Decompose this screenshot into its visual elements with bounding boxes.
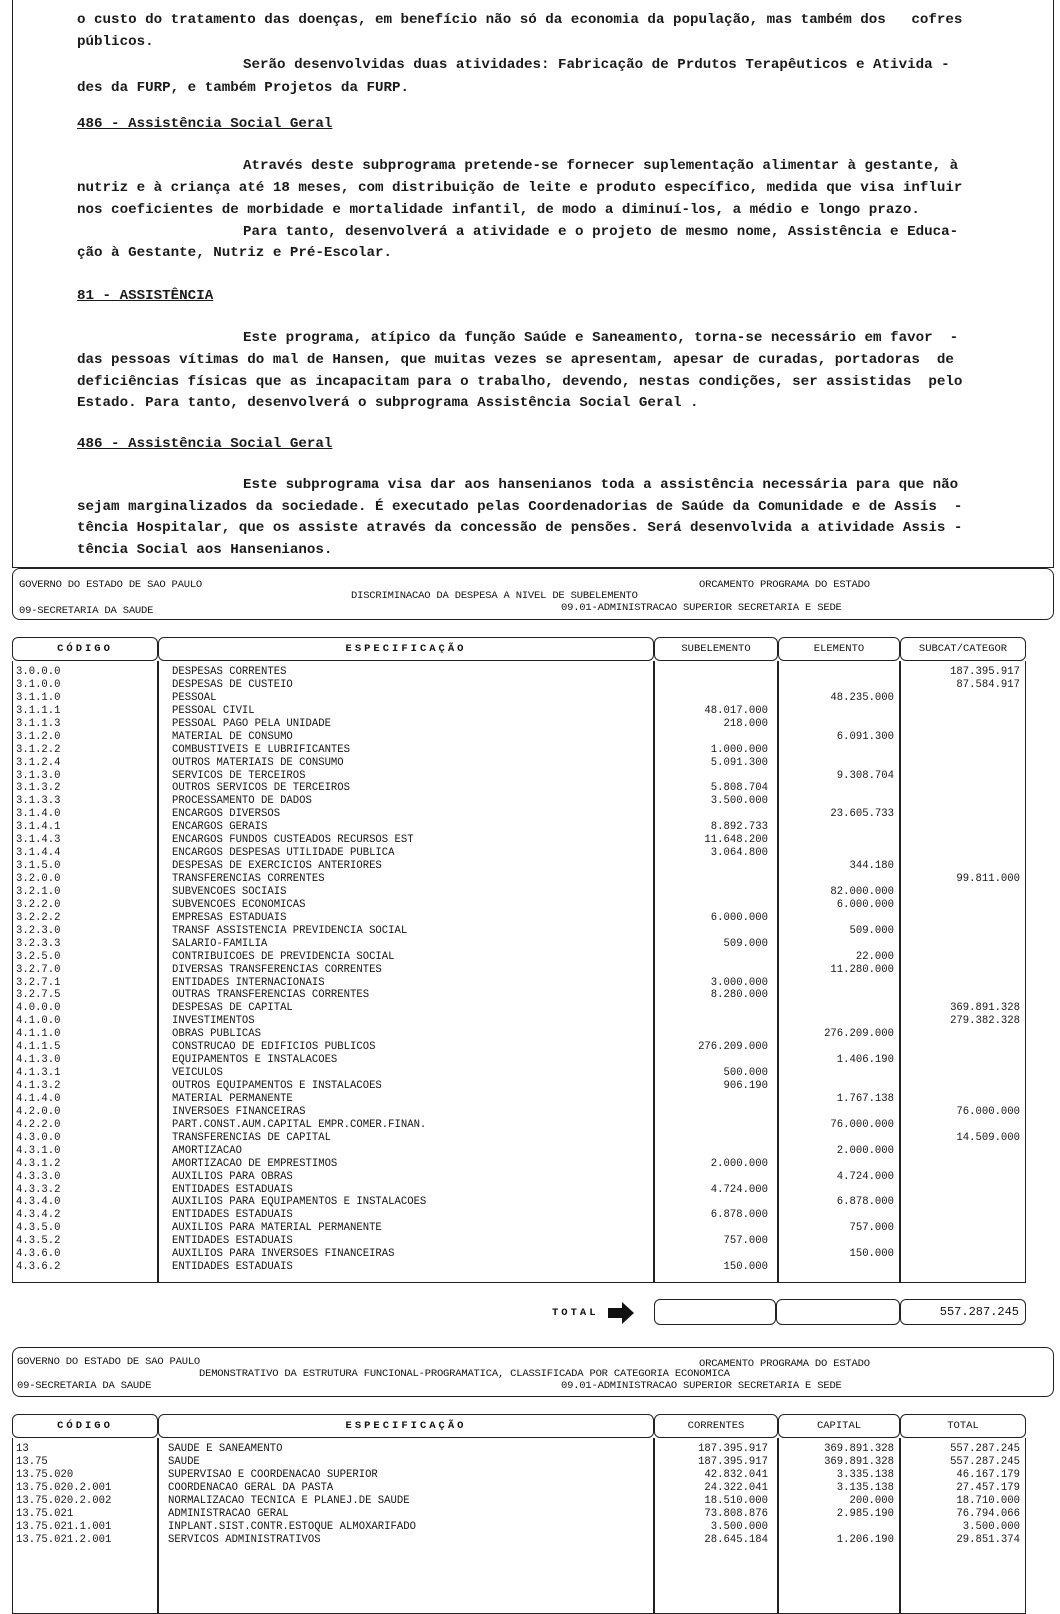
table-row: [12, 1469, 1024, 1482]
row-description: INPLANT.SIST.CONTR.ESTOQUE ALMOXARIFADO: [168, 1520, 416, 1533]
table-row: [12, 1067, 1024, 1080]
row-code: 3.2.0.0: [16, 873, 61, 885]
table-row: [12, 964, 1024, 977]
row-description: ENCARGOS DESPESAS UTILIDADE PUBLICA: [172, 847, 395, 860]
table-row: [12, 731, 1024, 744]
row-col4: 1.406.190: [836, 1054, 894, 1067]
row-col3: 187.395.917: [698, 1455, 768, 1468]
row-code: 4.3.1.0: [16, 1144, 61, 1157]
row-code: 3.1.2.2: [16, 743, 61, 756]
row-description: DESPESAS DE CUSTEIO: [172, 678, 293, 691]
row-code: 3.2.5.0: [16, 950, 61, 963]
row-col3: 3.064.800: [710, 847, 768, 860]
row-col4: 1.767.138: [836, 1092, 894, 1105]
row-description: ENCARGOS DIVERSOS: [172, 808, 281, 821]
row-col5: 14.509.000: [956, 1131, 1020, 1144]
table-row: [12, 989, 1024, 1002]
row-code: 13.75.021.1.001: [16, 1520, 112, 1533]
row-description: OUTROS SERVICOS DE TERCEIROS: [172, 782, 351, 795]
table-row: [12, 808, 1024, 821]
table-row: [12, 1456, 1024, 1469]
row-col4: 4.724.000: [836, 1170, 894, 1183]
row-code: 4.2.2.0: [16, 1118, 61, 1131]
table-row: [12, 1002, 1024, 1015]
row-col3: 1.000.000: [710, 743, 768, 756]
row-description: ENCARGOS FUNDOS CUSTEADOS RECURSOS EST: [172, 834, 414, 847]
row-col4: 6.878.000: [836, 1196, 894, 1209]
table-row: [12, 886, 1024, 899]
row-col4: 3.135.138: [836, 1481, 894, 1494]
row-code: 3.1.2.4: [16, 756, 61, 769]
table-row: [12, 718, 1024, 731]
narrative-line: Através deste subprograma pretende-se fornecer suplementação alimentar à gestante, à: [243, 158, 959, 174]
report2-col-total: TOTAL: [900, 1414, 1026, 1438]
report1-secretaria: 09-SECRETARIA DA SAUDE: [19, 605, 154, 617]
report2-secretaria: 09-SECRETARIA DA SAUDE: [17, 1380, 152, 1392]
row-col5: 369.891.328: [950, 1002, 1020, 1015]
report1-rows: [12, 666, 1024, 1274]
table-row: [12, 1196, 1024, 1209]
report1-orcamento: ORCAMENTO PROGRAMA DO ESTADO: [699, 579, 870, 591]
table-row: [12, 1158, 1024, 1171]
section-heading: 486 - Assistência Social Geral: [77, 436, 333, 452]
row-description: SAUDE E SANEAMENTO: [168, 1443, 283, 1455]
table-row: [12, 1106, 1024, 1119]
row-col3: 6.878.000: [710, 1209, 768, 1222]
row-code: 13.75.020: [16, 1468, 74, 1481]
table-row: [12, 705, 1024, 718]
table-row: [12, 744, 1024, 757]
table-row: [12, 1119, 1024, 1132]
row-description: SUPERVISAO E COORDENACAO SUPERIOR: [168, 1468, 378, 1481]
row-col3: 3.000.000: [710, 976, 768, 989]
table-row: [12, 1132, 1024, 1145]
row-col4: 6.091.300: [836, 730, 894, 743]
row-code: 4.3.3.0: [16, 1170, 61, 1183]
row-code: 3.1.4.4: [16, 847, 61, 860]
row-code: 3.1.1.0: [16, 691, 61, 704]
row-col3: 509.000: [723, 937, 768, 950]
row-description: INVESTIMENTOS: [172, 1015, 255, 1028]
row-code: 4.3.6.0: [16, 1248, 61, 1261]
report2-orcamento: ORCAMENTO PROGRAMA DO ESTADO: [699, 1358, 870, 1370]
row-code: 3.2.3.3: [16, 937, 61, 950]
row-col3: 218.000: [723, 717, 768, 730]
report2-header: [12, 1347, 1054, 1397]
row-description: MATERIAL PERMANENTE: [172, 1092, 293, 1105]
table-row: [12, 847, 1024, 860]
row-col4: 11.280.000: [830, 963, 894, 976]
row-code: 3.1.4.3: [16, 834, 61, 847]
row-code: 4.3.5.2: [16, 1235, 61, 1248]
row-code: 3.2.2.2: [16, 911, 61, 924]
row-description: ENTIDADES ESTADUAIS: [172, 1235, 293, 1248]
row-code: 3.2.7.1: [16, 976, 61, 989]
row-col3: 5.091.300: [710, 756, 768, 769]
report1-unit: 09.01-ADMINISTRACAO SUPERIOR SECRETARIA E SEDE: [561, 602, 842, 614]
row-code: 3.1.4.1: [16, 821, 61, 834]
row-col4: 22.000: [855, 950, 894, 963]
row-col5: 27.457.179: [956, 1481, 1020, 1494]
row-description: AUXILIOS PARA EQUIPAMENTOS E INSTALACOES: [172, 1196, 427, 1209]
row-code: 4.1.3.2: [16, 1080, 61, 1092]
row-col4: 6.000.000: [836, 898, 894, 911]
row-col5: 76.000.000: [956, 1105, 1020, 1118]
report2-title: DEMONSTRATIVO DA ESTRUTURA FUNCIONAL-PROGRAMATICA, CLASSIFICADA POR CATEGORIA ECONOMICA: [199, 1368, 730, 1380]
row-code: 3.1.2.0: [16, 730, 61, 743]
row-col4: 757.000: [849, 1222, 894, 1235]
narrative-line: nutriz e à criança até 18 meses, com distribuição de leite e produto específico, medida que visa influir: [77, 180, 963, 196]
row-col3: 8.280.000: [710, 989, 768, 1002]
row-description: OBRAS PUBLICAS: [172, 1028, 262, 1041]
table-row: [12, 770, 1024, 783]
row-description: SALARIO-FAMILIA: [172, 937, 268, 950]
row-col3: 42.832.041: [704, 1468, 768, 1481]
table-row: [12, 1495, 1024, 1508]
row-description: ENTIDADES ESTADUAIS: [172, 1183, 293, 1196]
row-description: SERVICOS ADMINISTRATIVOS: [168, 1533, 321, 1546]
row-code: 3.1.1.3: [16, 717, 61, 730]
report2-col-codigo: CÓDIGO: [12, 1414, 158, 1438]
narrative-line: públicos.: [77, 34, 154, 50]
row-code: 13: [16, 1443, 29, 1455]
row-code: 3.1.0.0: [16, 678, 61, 691]
row-col3: 757.000: [723, 1235, 768, 1248]
table-row: [12, 821, 1024, 834]
table-row: [12, 873, 1024, 886]
table-row: [12, 1171, 1024, 1184]
row-code: 3.1.5.0: [16, 860, 61, 873]
report2-col-correntes: CORRENTES: [654, 1414, 778, 1438]
total-label: TOTAL: [552, 1307, 599, 1319]
row-col4: 1.206.190: [836, 1533, 894, 1546]
row-code: 13.75.021.2.001: [16, 1533, 112, 1546]
row-col3: 3.500.000: [710, 795, 768, 808]
row-description: VEICULOS: [172, 1067, 223, 1080]
row-description: DESPESAS DE CAPITAL: [172, 1002, 293, 1015]
row-code: 4.1.1.5: [16, 1041, 61, 1054]
row-description: TRANSFERENCIAS DE CAPITAL: [172, 1131, 331, 1144]
row-code: 3.2.3.0: [16, 924, 61, 937]
row-col3: 276.209.000: [698, 1041, 768, 1054]
row-code: 4.1.3.0: [16, 1054, 61, 1067]
row-col5: 279.382.328: [950, 1015, 1020, 1028]
row-code: 13.75.020.2.002: [16, 1494, 112, 1507]
row-col5: 187.395.917: [950, 666, 1020, 678]
report1-col-subcat: SUBCAT/CATEGOR: [900, 637, 1026, 661]
table-row: [12, 938, 1024, 951]
row-col3: 28.645.184: [704, 1533, 768, 1546]
table-row: [12, 1508, 1024, 1521]
row-code: 13.75.021: [16, 1507, 74, 1520]
row-description: AMORTIZACAO: [172, 1144, 242, 1157]
row-description: MATERIAL DE CONSUMO: [172, 730, 293, 743]
row-code: 4.1.0.0: [16, 1015, 61, 1028]
row-col4: 344.180: [849, 860, 894, 873]
row-col3: 187.395.917: [698, 1443, 768, 1455]
row-code: 4.1.3.1: [16, 1067, 61, 1080]
narrative-line: Este subprograma visa dar aos hansenianos toda a assistência necessária para que não: [243, 477, 959, 493]
table-row: [12, 860, 1024, 873]
row-col3: 150.000: [723, 1261, 768, 1274]
table-row: [12, 1235, 1024, 1248]
row-code: 3.2.1.0: [16, 885, 61, 898]
row-description: SAUDE: [168, 1455, 200, 1468]
table-row: [12, 1093, 1024, 1106]
row-col4: 369.891.328: [824, 1443, 894, 1455]
table-row: [12, 977, 1024, 990]
row-description: OUTROS EQUIPAMENTOS E INSTALACOES: [172, 1080, 382, 1092]
row-col4: 2.000.000: [836, 1144, 894, 1157]
row-col5: 557.287.245: [950, 1455, 1020, 1468]
narrative-line: o custo do tratamento das doenças, em benefício não só da economia da população, mas também dos cofres: [77, 12, 963, 28]
row-code: 3.1.1.1: [16, 704, 61, 717]
row-col4: 48.235.000: [830, 691, 894, 704]
narrative-line: Estado. Para tanto, desenvolverá o subprograma Assistência Social Geral .: [77, 395, 699, 411]
row-code: 4.0.0.0: [16, 1002, 61, 1015]
table-row: [12, 912, 1024, 925]
row-col3: 4.724.000: [710, 1183, 768, 1196]
row-col4: 76.000.000: [830, 1118, 894, 1131]
row-col3: 11.648.200: [704, 834, 768, 847]
row-col3: 24.322.041: [704, 1481, 768, 1494]
row-col3: 5.808.704: [710, 782, 768, 795]
row-description: PART.CONST.AUM.CAPITAL EMPR.COMER.FINAN.: [172, 1118, 427, 1131]
row-col4: 200.000: [849, 1494, 894, 1507]
row-description: COMBUSTIVEIS E LUBRIFICANTES: [172, 743, 351, 756]
row-col5: 87.584.917: [956, 678, 1020, 691]
table-row: [12, 1184, 1024, 1197]
row-code: 4.1.4.0: [16, 1092, 61, 1105]
arrow-right-icon: [608, 1302, 634, 1324]
row-description: TRANSF ASSISTENCIA PREVIDENCIA SOCIAL: [172, 924, 408, 937]
row-description: EMPRESAS ESTADUAIS: [172, 911, 287, 924]
table-row: [12, 1248, 1024, 1261]
row-description: AUXILIOS PARA OBRAS: [172, 1170, 293, 1183]
row-code: 3.1.4.0: [16, 808, 61, 821]
narrative-line: tência Hospitalar, que os assiste através da concessão de pensões. Será desenvolvida a atividade Assis -: [77, 520, 963, 536]
row-code: 3.1.3.0: [16, 769, 61, 782]
row-description: PROCESSAMENTO DE DADOS: [172, 795, 312, 808]
row-code: 13.75: [16, 1455, 48, 1468]
row-description: DIVERSAS TRANSFERENCIAS CORRENTES: [172, 963, 382, 976]
row-description: ADMINISTRACAO GERAL: [168, 1507, 289, 1520]
row-col3: 18.510.000: [704, 1494, 768, 1507]
table-row: [12, 1209, 1024, 1222]
table-row: [12, 757, 1024, 770]
row-col4: 3.335.138: [836, 1468, 894, 1481]
row-code: 4.2.0.0: [16, 1105, 61, 1118]
row-col4: 276.209.000: [824, 1028, 894, 1041]
section-heading: 81 - ASSISTÊNCIA: [77, 288, 214, 304]
table-row: [12, 1028, 1024, 1041]
report1-gov: GOVERNO DO ESTADO DE SAO PAULO: [19, 579, 203, 591]
row-code: 3.2.2.0: [16, 898, 61, 911]
row-description: OUTROS MATERIAIS DE CONSUMO: [172, 756, 344, 769]
row-col3: 73.808.876: [704, 1507, 768, 1520]
row-description: AUXILIOS PARA MATERIAL PERMANENTE: [172, 1222, 382, 1235]
table-row: [12, 782, 1024, 795]
table-row: [12, 1041, 1024, 1054]
total-box-sub: [654, 1299, 776, 1325]
row-col5: 18.710.000: [956, 1494, 1020, 1507]
row-col5: 76.794.066: [956, 1507, 1020, 1520]
row-description: CONTRIBUICOES DE PREVIDENCIA SOCIAL: [172, 950, 395, 963]
row-code: 4.3.5.0: [16, 1222, 61, 1235]
row-description: ENCARGOS GERAIS: [172, 821, 268, 834]
report2-col-especificacao: ESPECIFICAÇÃO: [158, 1414, 654, 1438]
row-description: ENTIDADES INTERNACIONAIS: [172, 976, 325, 989]
row-description: DESPESAS CORRENTES: [172, 666, 287, 678]
table-row: [12, 795, 1024, 808]
table-row: [12, 899, 1024, 912]
row-description: EQUIPAMENTOS E INSTALACOES: [172, 1054, 338, 1067]
row-description: NORMALIZACAO TECNICA E PLANEJ.DE SAUDE: [168, 1494, 410, 1507]
row-col3: 48.017.000: [704, 704, 768, 717]
row-description: ENTIDADES ESTADUAIS: [172, 1209, 293, 1222]
row-description: DESPESAS DE EXERCICIOS ANTERIORES: [172, 860, 382, 873]
narrative-text-block: [12, 0, 1054, 568]
row-description: SUBVENCOES ECONOMICAS: [172, 898, 306, 911]
table-row: [12, 1080, 1024, 1093]
row-description: SERVICOS DE TERCEIROS: [172, 769, 306, 782]
row-code: 4.3.4.0: [16, 1196, 61, 1209]
row-description: ENTIDADES ESTADUAIS: [172, 1261, 293, 1274]
row-col3: 6.000.000: [710, 911, 768, 924]
table-row: [12, 692, 1024, 705]
row-col5: 29.851.374: [956, 1533, 1020, 1546]
narrative-line: tência Social aos Hansenianos.: [77, 542, 333, 558]
narrative-line: deficiências físicas que as incapacitam para o trabalho, devendo, nestas condições, ser assistidas pelo: [77, 374, 963, 390]
row-col3: 3.500.000: [710, 1520, 768, 1533]
row-code: 4.3.4.2: [16, 1209, 61, 1222]
narrative-line: das pessoas vítimas do mal de Hansen, que muitas vezes se apresentam, apesar de curadas, portadoras de: [77, 352, 954, 368]
row-code: 3.2.7.5: [16, 989, 61, 1002]
row-col4: 9.308.704: [836, 769, 894, 782]
row-description: SUBVENCOES SOCIAIS: [172, 885, 287, 898]
row-col5: 99.811.000: [956, 873, 1020, 885]
narrative-line: Serão desenvolvidas duas atividades: Fabricação de Prdutos Terapêuticos e Ativida -: [243, 57, 950, 73]
row-col5: 3.500.000: [962, 1520, 1020, 1533]
table-row: [12, 925, 1024, 938]
report2-gov: GOVERNO DO ESTADO DE SAO PAULO: [17, 1356, 201, 1368]
row-code: 3.1.3.3: [16, 795, 61, 808]
row-description: PESSOAL: [172, 691, 217, 704]
row-description: OUTRAS TRANSFERENCIAS CORRENTES: [172, 989, 370, 1002]
row-description: CONSTRUCAO DE EDIFICIOS PUBLICOS: [172, 1041, 376, 1054]
narrative-line: ção à Gestante, Nutriz e Pré-Escolar.: [77, 245, 393, 261]
row-code: 3.2.7.0: [16, 963, 61, 976]
table-row: [12, 1534, 1024, 1547]
table-row: [12, 1054, 1024, 1067]
row-description: PESSOAL CIVIL: [172, 704, 255, 717]
row-description: COORDENACAO GERAL DA PASTA: [168, 1481, 334, 1494]
row-col3: 8.892.733: [710, 821, 768, 834]
row-code: 3.1.3.2: [16, 782, 61, 795]
row-description: AMORTIZACAO DE EMPRESTIMOS: [172, 1157, 338, 1170]
row-code: 4.3.0.0: [16, 1131, 61, 1144]
narrative-line: Este programa, atípico da função Saúde e Saneamento, torna-se necessário em favor -: [243, 330, 959, 346]
row-col3: 500.000: [723, 1067, 768, 1080]
table-row: [12, 666, 1024, 679]
report1-col-elemento: ELEMENTO: [778, 637, 900, 661]
report2-unit: 09.01-ADMINISTRACAO SUPERIOR SECRETARIA E SEDE: [561, 1380, 842, 1392]
row-col4: 82.000.000: [830, 885, 894, 898]
table-row: [12, 834, 1024, 847]
narrative-line: des da FURP, e também Projetos da FURP.: [77, 80, 410, 96]
table-row: [12, 951, 1024, 964]
report1-col-codigo: CÓDIGO: [12, 637, 158, 661]
row-col3: 2.000.000: [710, 1157, 768, 1170]
table-row: [12, 1261, 1024, 1274]
table-row: [12, 1145, 1024, 1158]
row-description: PESSOAL PAGO PELA UNIDADE: [172, 717, 331, 730]
row-code: 13.75.020.2.001: [16, 1481, 112, 1494]
narrative-line: Para tanto, desenvolverá a atividade e o projeto de mesmo nome, Assistência e Educa-: [243, 224, 959, 240]
row-col4: 509.000: [849, 924, 894, 937]
table-row: [12, 1482, 1024, 1495]
table-row: [12, 1521, 1024, 1534]
table-row: [12, 679, 1024, 692]
row-col3: 906.190: [723, 1080, 768, 1092]
section-heading: 486 - Assistência Social Geral: [77, 116, 333, 132]
table-row: [12, 1015, 1024, 1028]
narrative-line: nos coeficientes de morbidade e mortalidade infantil, de modo a diminuí-los, a médio e longo prazo.: [77, 202, 920, 218]
row-code: 4.3.3.2: [16, 1183, 61, 1196]
narrative-line: sejam marginalizados da sociedade. É executado pelas Coordenadorias de Saúde da Comunidade e de Assis -: [77, 499, 963, 515]
row-code: 4.3.6.2: [16, 1261, 61, 1274]
report1-col-especificacao: ESPECIFICAÇÃO: [158, 637, 654, 661]
row-description: TRANSFERENCIAS CORRENTES: [172, 873, 325, 885]
row-code: 3.0.0.0: [16, 666, 61, 678]
report2-rows: [12, 1443, 1024, 1547]
table-row: [12, 1222, 1024, 1235]
row-description: INVERSOES FINANCEIRAS: [172, 1105, 306, 1118]
total-box-elem: [776, 1299, 900, 1325]
row-col4: 150.000: [849, 1248, 894, 1261]
report1-col-subelemento: SUBELEMENTO: [654, 637, 778, 661]
row-col5: 557.287.245: [950, 1443, 1020, 1455]
report1-header: [12, 568, 1054, 620]
row-col4: 2.985.190: [836, 1507, 894, 1520]
row-code: 4.3.1.2: [16, 1157, 61, 1170]
total-value: 557.287.245: [900, 1299, 1026, 1325]
row-col5: 46.167.179: [956, 1468, 1020, 1481]
report2-col-capital: CAPITAL: [778, 1414, 900, 1438]
row-col4: 369.891.328: [824, 1455, 894, 1468]
row-description: AUXILIOS PARA INVERSOES FINANCEIRAS: [172, 1248, 395, 1261]
row-col4: 23.605.733: [830, 808, 894, 821]
row-code: 4.1.1.0: [16, 1028, 61, 1041]
table-row: [12, 1443, 1024, 1456]
report1-title: DISCRIMINACAO DA DESPESA A NIVEL DE SUBELEMENTO: [351, 590, 638, 602]
